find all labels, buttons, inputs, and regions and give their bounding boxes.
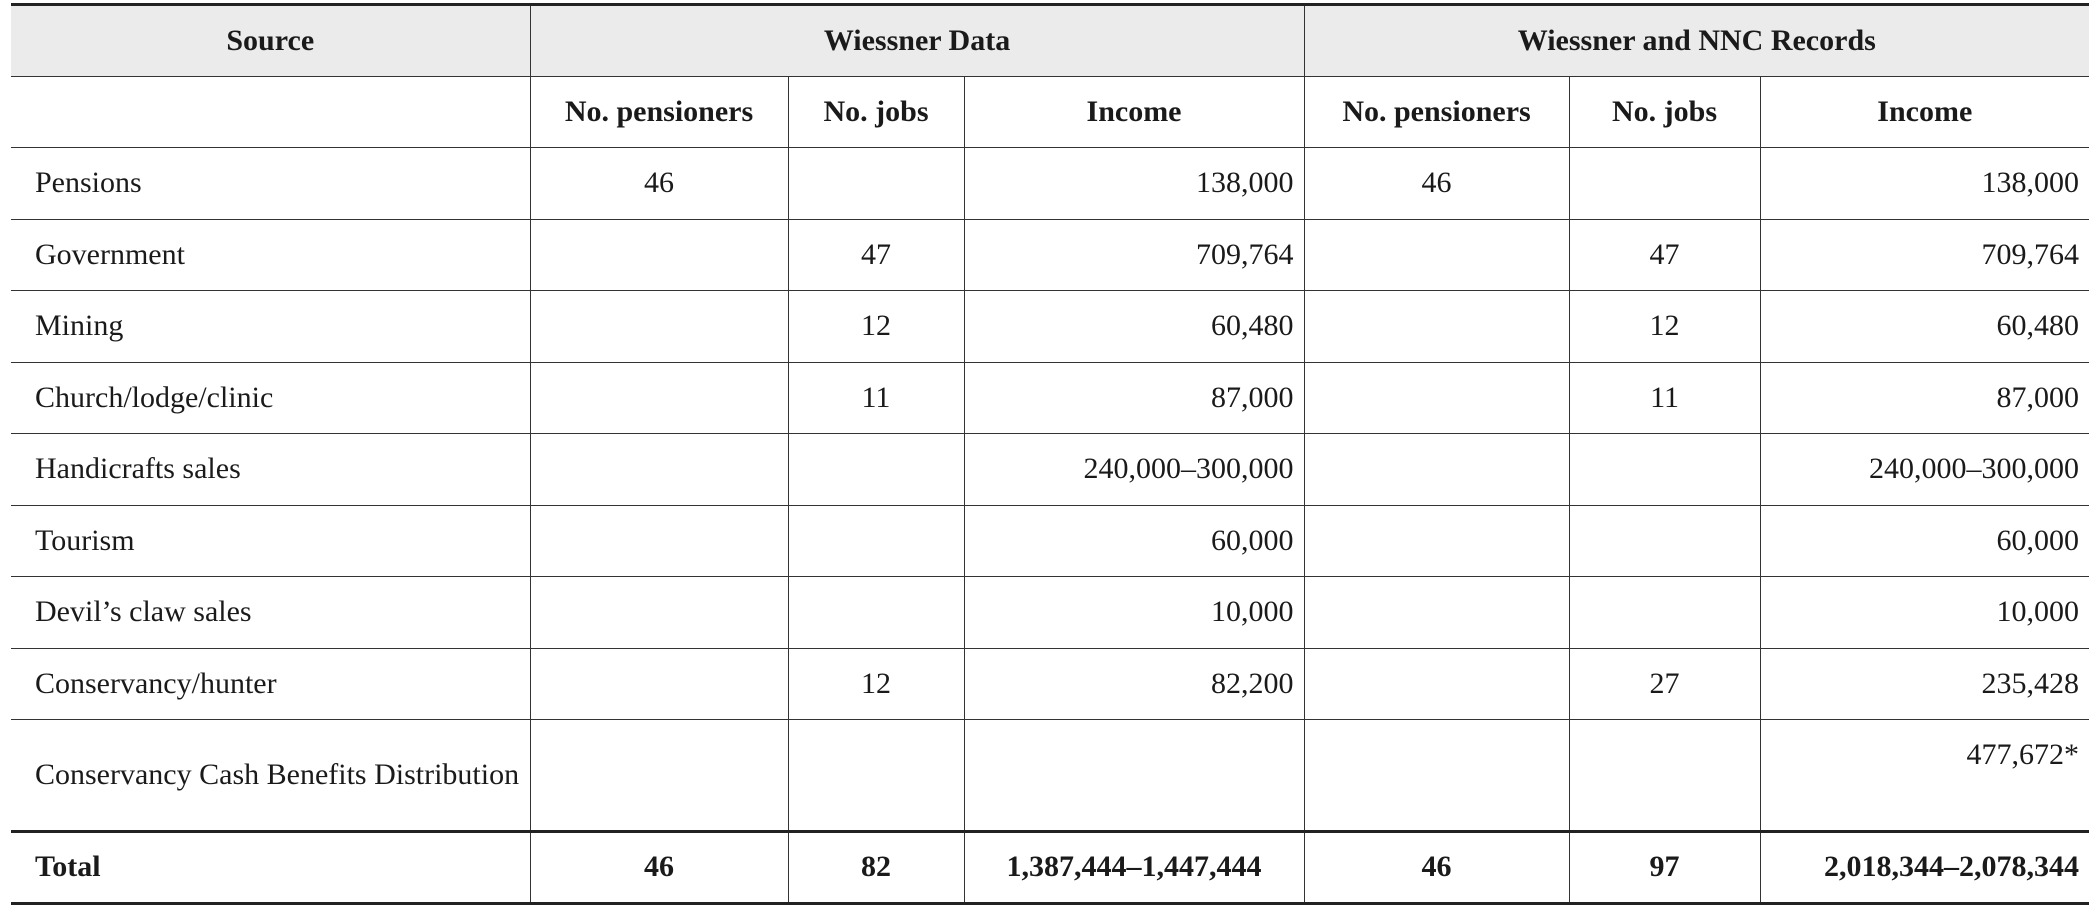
cell-pensioners-2 <box>1304 505 1569 577</box>
header-pensioners-2: No. pensioners <box>1304 76 1569 148</box>
cell-pensioners-2 <box>1304 434 1569 506</box>
cell-income-2: 477,672* <box>1760 720 2089 832</box>
cell-jobs-1: 12 <box>788 291 964 363</box>
total-jobs-2: 97 <box>1569 832 1760 904</box>
cell-jobs-1: 11 <box>788 362 964 434</box>
cell-pensioners-1: 46 <box>530 148 788 220</box>
cell-income-1: 87,000 <box>964 362 1304 434</box>
cell-pensioners-2 <box>1304 648 1569 720</box>
cell-jobs-2 <box>1569 434 1760 506</box>
cell-jobs-2: 27 <box>1569 648 1760 720</box>
cell-pensioners-1 <box>530 219 788 291</box>
cell-jobs-2: 11 <box>1569 362 1760 434</box>
cell-jobs-2: 47 <box>1569 219 1760 291</box>
row-source: Tourism <box>11 505 530 577</box>
cell-income-2: 60,480 <box>1760 291 2089 363</box>
cell-jobs-1: 12 <box>788 648 964 720</box>
header-pensioners-1: No. pensioners <box>530 76 788 148</box>
row-source: Government <box>11 219 530 291</box>
cell-jobs-1 <box>788 505 964 577</box>
cell-jobs-1 <box>788 720 964 832</box>
row-source: Handicrafts sales <box>11 434 530 506</box>
row-source: Mining <box>11 291 530 363</box>
cell-pensioners-1 <box>530 720 788 832</box>
total-jobs-1: 82 <box>788 832 964 904</box>
cell-jobs-1 <box>788 434 964 506</box>
header-income-1: Income <box>964 76 1304 148</box>
cell-pensioners-1 <box>530 291 788 363</box>
cell-pensioners-2 <box>1304 577 1569 649</box>
cell-jobs-2 <box>1569 505 1760 577</box>
total-income-2: 2,018,344–2,078,344 <box>1760 832 2089 904</box>
cell-income-1: 709,764 <box>964 219 1304 291</box>
cell-income-2: 10,000 <box>1760 577 2089 649</box>
header-blank <box>11 76 530 148</box>
table-row <box>11 434 2089 506</box>
total-pensioners-1: 46 <box>530 832 788 904</box>
total-row <box>11 832 2089 904</box>
table-row <box>11 291 2089 363</box>
cell-income-2: 60,000 <box>1760 505 2089 577</box>
cell-pensioners-1 <box>530 577 788 649</box>
cell-jobs-1 <box>788 577 964 649</box>
table-row <box>11 148 2089 220</box>
cell-jobs-2 <box>1569 720 1760 832</box>
row-source: Conservancy Cash Benefits Distribution <box>11 720 530 832</box>
cell-jobs-2 <box>1569 577 1760 649</box>
cell-pensioners-2: 46 <box>1304 148 1569 220</box>
cell-pensioners-1 <box>530 362 788 434</box>
row-source: Church/lodge/clinic <box>11 362 530 434</box>
cell-pensioners-2 <box>1304 291 1569 363</box>
cell-income-1: 60,000 <box>964 505 1304 577</box>
row-source: Pensions <box>11 148 530 220</box>
row-source: Conservancy/hunter <box>11 648 530 720</box>
cell-pensioners-2 <box>1304 720 1569 832</box>
table-row <box>11 577 2089 649</box>
cell-jobs-2 <box>1569 148 1760 220</box>
cell-income-1: 10,000 <box>964 577 1304 649</box>
cell-income-2: 138,000 <box>1760 148 2089 220</box>
total-label: Total <box>11 832 530 904</box>
table-row <box>11 362 2089 434</box>
cell-income-2: 235,428 <box>1760 648 2089 720</box>
cell-income-1: 240,000–300,000 <box>964 434 1304 506</box>
row-source: Devil’s claw sales <box>11 577 530 649</box>
cell-pensioners-1 <box>530 648 788 720</box>
cell-income-1 <box>964 720 1304 832</box>
cell-pensioners-2 <box>1304 362 1569 434</box>
header-source: Source <box>11 5 530 77</box>
header-group-wiessner-data: Wiessner Data <box>530 5 1304 77</box>
cell-income-1: 82,200 <box>964 648 1304 720</box>
cell-pensioners-1 <box>530 505 788 577</box>
cell-income-2: 240,000–300,000 <box>1760 434 2089 506</box>
income-sources-table <box>11 3 2089 905</box>
header-jobs-1: No. jobs <box>788 76 964 148</box>
cell-pensioners-1 <box>530 434 788 506</box>
table-row <box>11 219 2089 291</box>
total-pensioners-2: 46 <box>1304 832 1569 904</box>
cell-income-1: 60,480 <box>964 291 1304 363</box>
header-row-subcolumns <box>11 76 2089 148</box>
total-income-1: 1,387,444–1,447,444 <box>964 832 1304 904</box>
cell-income-2: 87,000 <box>1760 362 2089 434</box>
cell-jobs-2: 12 <box>1569 291 1760 363</box>
table-row <box>11 505 2089 577</box>
cell-jobs-1: 47 <box>788 219 964 291</box>
header-income-2: Income <box>1760 76 2089 148</box>
table-row <box>11 648 2089 720</box>
cell-income-1: 138,000 <box>964 148 1304 220</box>
cell-jobs-1 <box>788 148 964 220</box>
header-jobs-2: No. jobs <box>1569 76 1760 148</box>
cell-income-2: 709,764 <box>1760 219 2089 291</box>
header-group-wiessner-nnc: Wiessner and NNC Records <box>1304 5 2089 77</box>
table-row <box>11 720 2089 832</box>
header-row-groups <box>11 5 2089 77</box>
cell-pensioners-2 <box>1304 219 1569 291</box>
